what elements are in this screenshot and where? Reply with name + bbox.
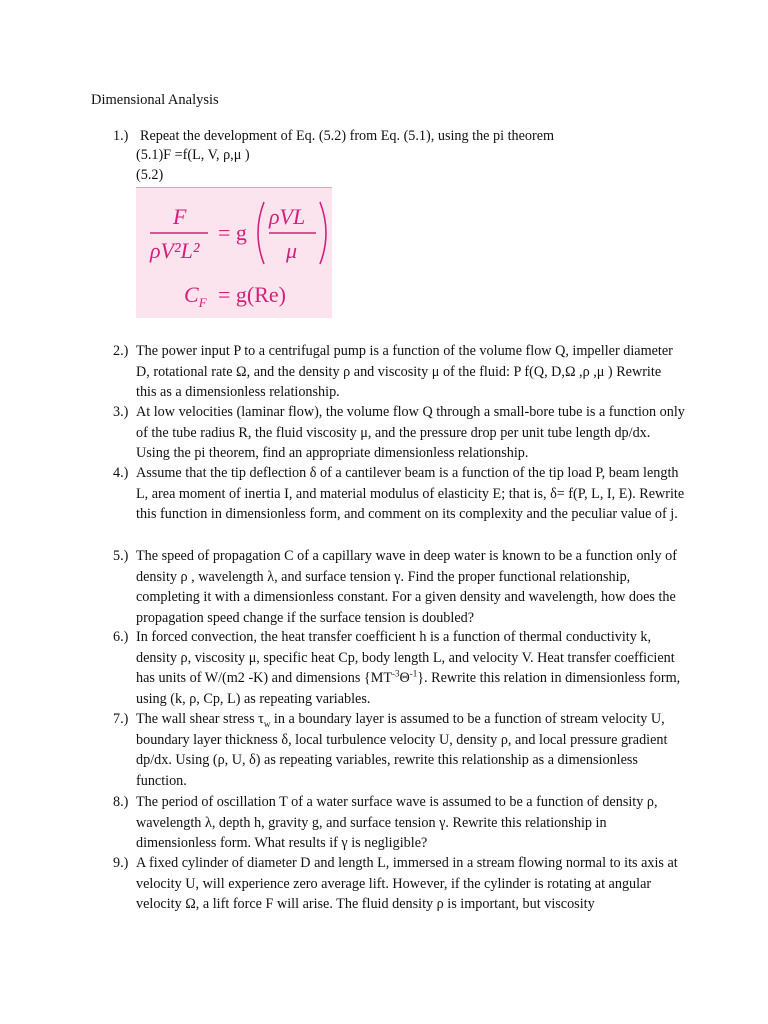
question-number: 1.) <box>113 128 129 144</box>
question-number: 7.) <box>113 711 129 727</box>
question-9 <box>113 853 685 915</box>
question-1 <box>113 126 685 147</box>
question-5 <box>113 546 685 628</box>
question-4 <box>113 463 685 525</box>
question-text: At low velocities (laminar flow), the volume flow Q through a small-bore tube is a function only of the tube radius R, the fluid viscosity μ, and the pressure drop per unit tube length dp/dx. Using the pi theorem, find an appropriate dimensionless relationship. <box>136 404 685 462</box>
formula-graphic <box>136 188 332 318</box>
question-text: The power input P to a centrifugal pump is a function of the volume flow Q, impeller diameter D, rotational rate Ω, and the density ρ and viscosity μ of the fluid: P f(Q, D,Ω ,ρ ,μ ) Rewrite this as a dimensionless relationship. <box>136 343 673 401</box>
question-text: The speed of propagation C of a capillary wave in deep water is known to be a function only of density ρ , wavelength λ, and surface tension γ. Find the proper functional relationship, completing it with a dimensionless constant. For a given density and wavelength, how does the propagation speed change if the surface tension is doubled? <box>136 548 677 626</box>
question-number: 8.) <box>113 794 129 810</box>
equation-5-2-label: (5.2) <box>136 167 164 183</box>
formula-cf: $C_F$ <box>184 282 207 310</box>
formula-image <box>136 187 332 318</box>
question-number: 5.) <box>113 548 129 564</box>
question-number: 3.) <box>113 404 129 420</box>
right-paren <box>320 202 326 264</box>
question-text: In forced convection, the heat transfer coefficient h is a function of thermal conductivity k, density ρ, viscosity μ, specific heat Cp, body length L, and velocity V. Heat transfer coefficient has units of W/(m2 -K) and dimensions $\{MT^{-3}\Theta^{-1}\}$. Rewrite this relation in dimensionless form, using (k, ρ, Cp, L) as repeating variables. <box>136 629 681 707</box>
question-text: The period of oscillation T of a water surface wave is assumed to be a function of density ρ, wavelength λ, depth h, gravity g, and surface tension γ. Rewrite this relationship in dimensionless form. What results if γ is negligible? <box>136 794 658 852</box>
question-2 <box>113 341 685 403</box>
question-number: 6.) <box>113 629 129 645</box>
question-7 <box>113 709 685 791</box>
formula-cf-rhs: = g(Re) <box>218 282 286 307</box>
question-number: 4.) <box>113 465 129 481</box>
formula-lhs-denominator: ρV²L² <box>150 238 200 263</box>
page-title: Dimensional Analysis <box>91 92 219 108</box>
equation-5-1: (5.1)F =f(L, V, ρ,μ ) <box>136 147 250 163</box>
question-6 <box>113 627 685 709</box>
question-text: A fixed cylinder of diameter D and length L, immersed in a stream flowing normal to its axis at velocity U, will experience zero average lift. However, if the cylinder is rotating at angular velocity Ω, a lift force F will arise. The fluid density ρ is important, but viscosity <box>136 855 678 913</box>
question-number: 9.) <box>113 855 129 871</box>
question-text: The wall shear stress $\tau_w$ in a boundary layer is assumed to be a function of stream velocity U, boundary layer thickness δ, local turbulence velocity U, density ρ, and local pressure gradient dp/dx. Using (ρ, U, δ) as repeating variables, rewrite this relationship as a dimensionless function. <box>136 711 668 789</box>
formula-rhs-denominator: μ <box>286 238 298 263</box>
formula-lhs-numerator: F <box>173 204 187 229</box>
left-paren <box>258 202 264 264</box>
question-number: 2.) <box>113 343 129 359</box>
question-8 <box>113 792 685 854</box>
formula-equals-g: = g <box>218 220 247 245</box>
question-text: Repeat the development of Eq. (5.2) from Eq. (5.1), using the pi theorem <box>140 128 555 144</box>
formula-rhs-numerator: ρVL <box>269 204 306 229</box>
question-3 <box>113 402 685 464</box>
question-text: Assume that the tip deflection δ of a cantilever beam is a function of the tip load P, beam length L, area moment of inertia I, and material modulus of elasticity E; that is, δ= f(P, L, I, E). Rewrite this function in dimensionless form, and comment on its complexity and the peculiar value of j. <box>136 465 685 523</box>
